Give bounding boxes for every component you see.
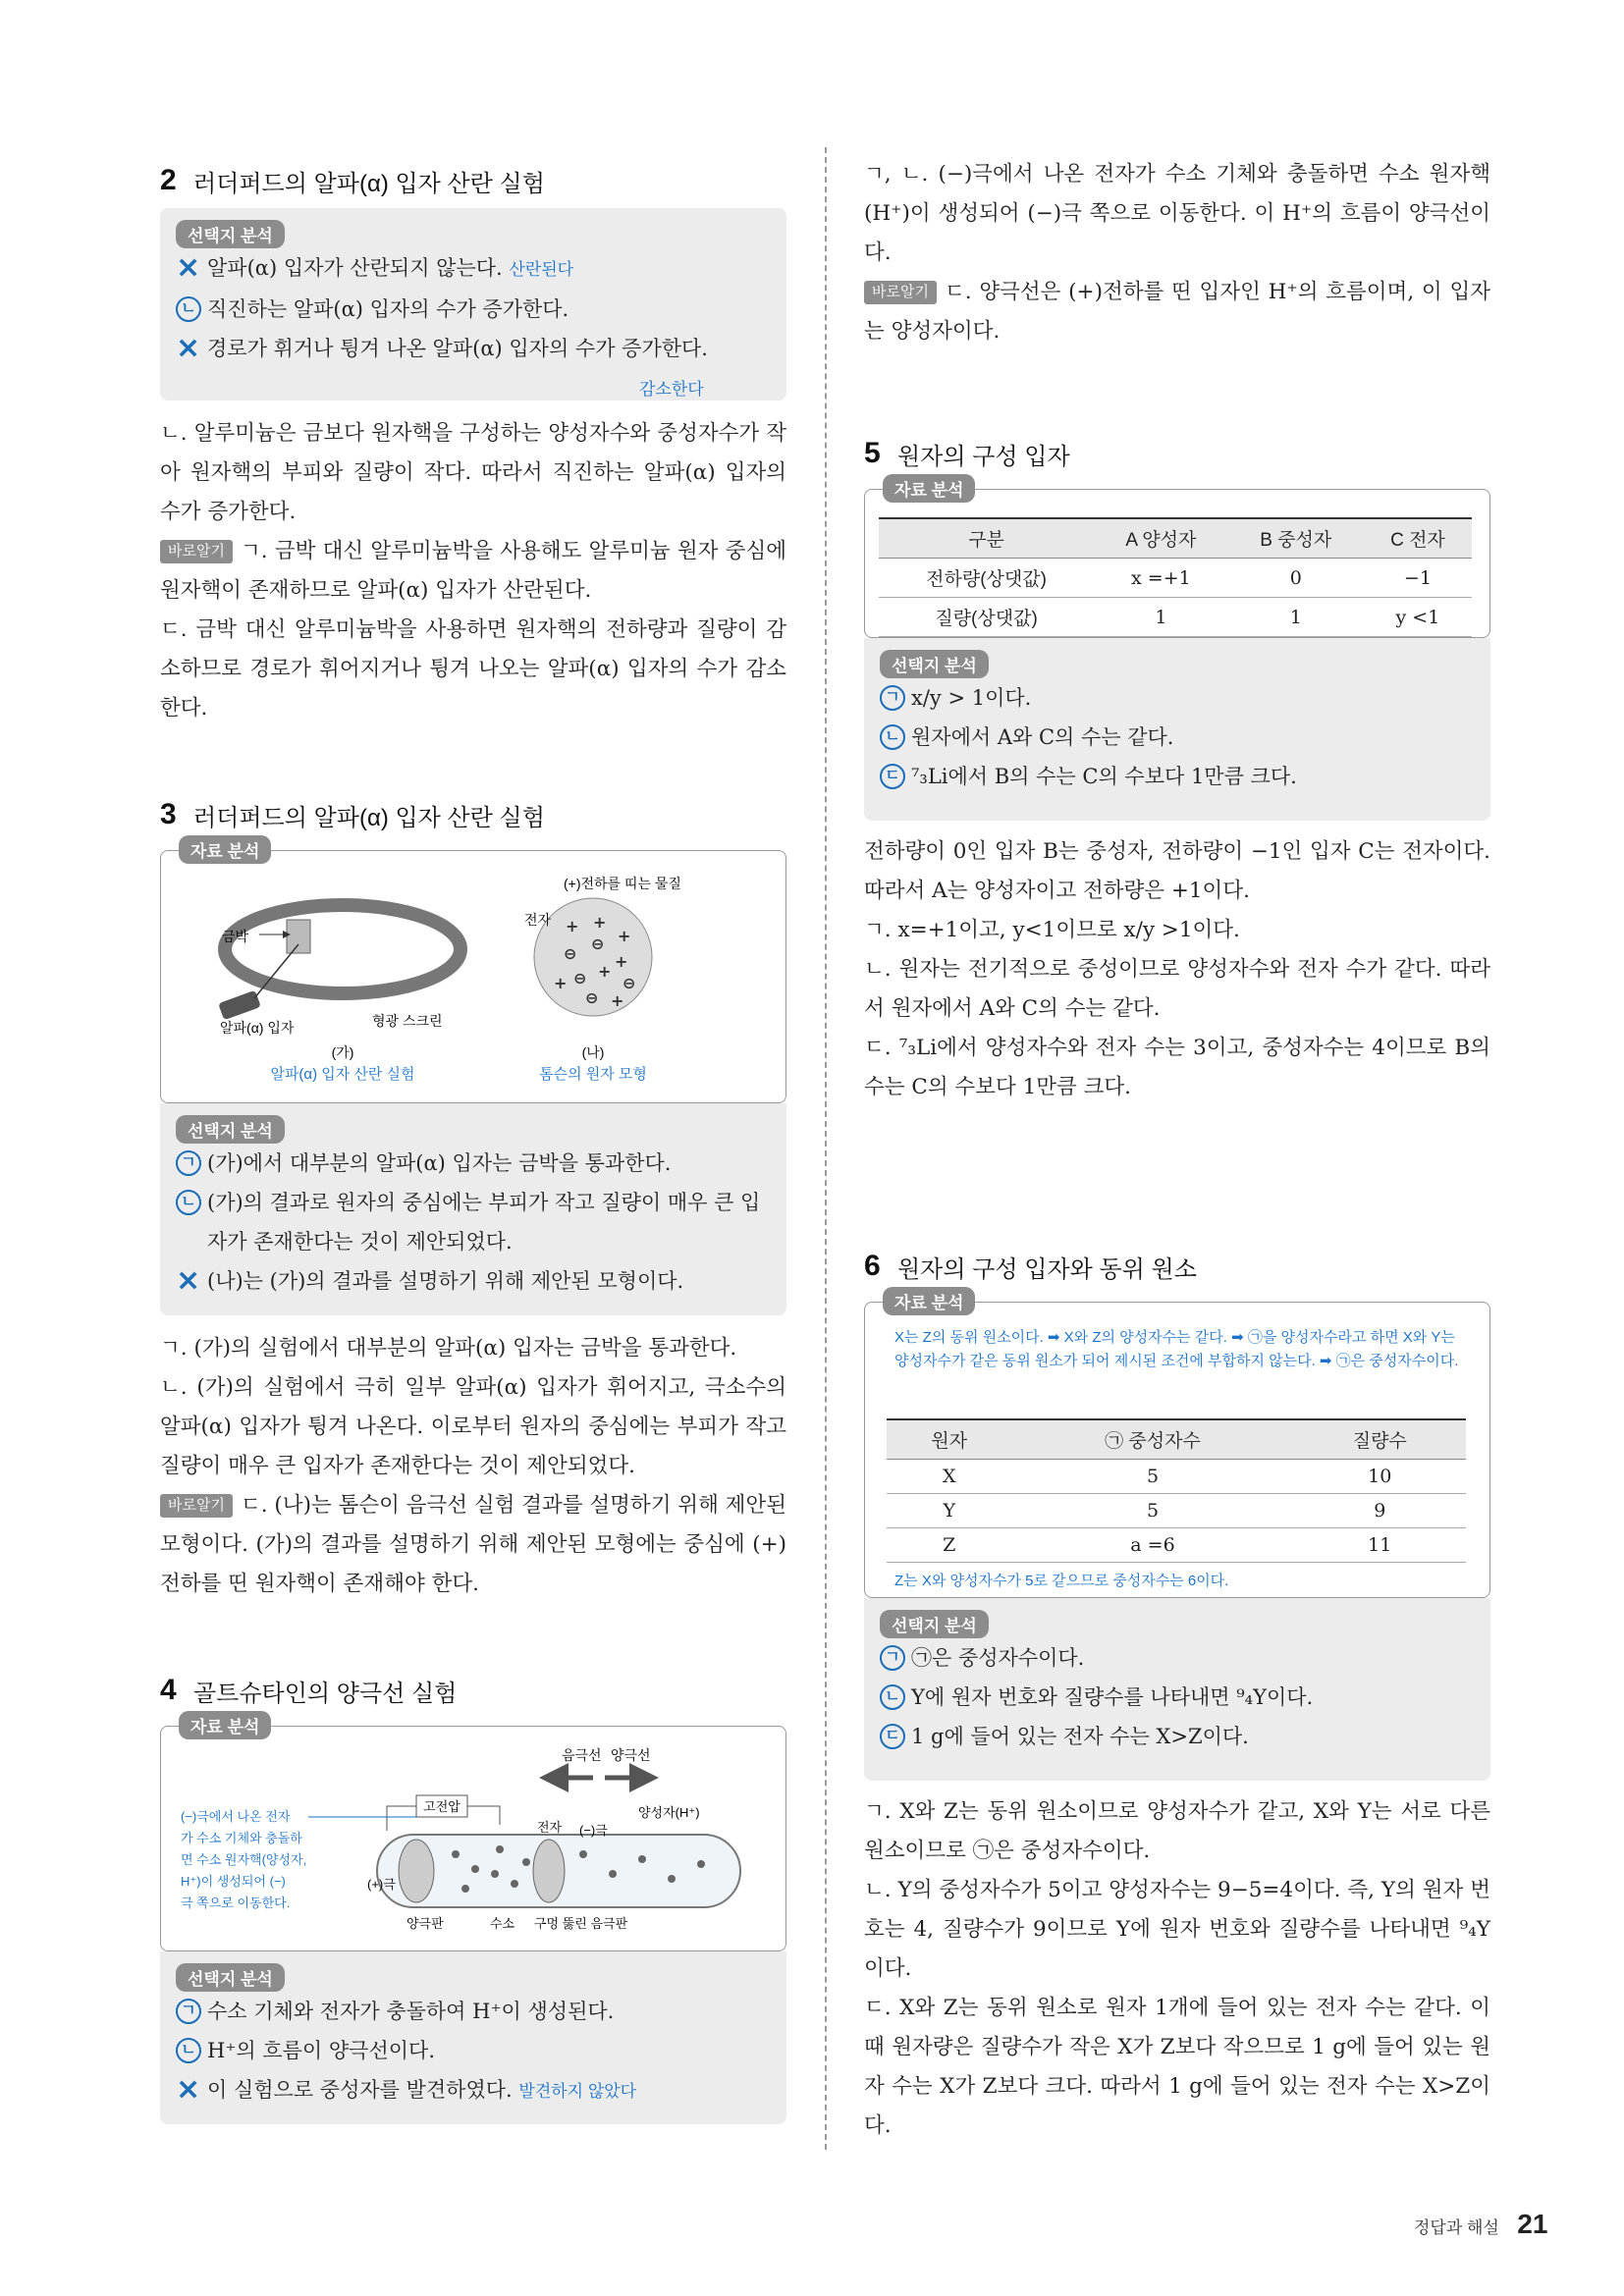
circle-mark-icon: ㄴ [176, 1190, 201, 1215]
section-number: 6 [864, 1250, 881, 1282]
choice-text: x/y > 1이다. [911, 686, 1032, 710]
section-heading: 원자의 구성 입자 [897, 443, 1070, 470]
section-4-title [160, 1671, 786, 1710]
svg-text:⊖: ⊖ [585, 988, 599, 1007]
electron-label: 전자 [537, 1820, 563, 1835]
table-row: 전하량(상댓값) x =+1 0 −1 [879, 559, 1472, 598]
explanation-paragraph: ㄷ. X와 Z는 동위 원소로 원자 1개에 들어 있는 전자 수는 같다. 이때 원자량은 질량수가 작은 X가 Z보다 작으므로 1 g에 들어 있는 원자 수는 X가 Z보다 크다. 따라서 1 g에 들어 있는 전자 수는 X>Z이다. [864, 1996, 1490, 2138]
choice-3 [176, 329, 771, 368]
section-4-continued [864, 155, 1490, 351]
svg-text:+: + [611, 991, 624, 1010]
data-analysis-tag: 자료 분석 [883, 1287, 975, 1315]
explanation-paragraph: ㄴ. Y의 중성자수가 5이고 양성자수는 9−5=4이다. 즉, Y의 원자 번호는 4, 질량수가 9이므로 Y에 원자 번호와 질량수를 나타내면 ⁹₄Y이다. [864, 1878, 1490, 1981]
data-analysis-tag: 자료 분석 [179, 1711, 271, 1739]
svg-text:+: + [618, 927, 631, 945]
section-6-title [864, 1247, 1490, 1286]
circle-mark-icon: ㄷ [880, 764, 905, 789]
hv-label: 고전압 [423, 1799, 460, 1814]
anode-plate-label: 양극판 [406, 1916, 444, 1931]
explanation-paragraph: 전하량이 0인 입자 B는 중성자, 전하량이 −1인 입자 C는 전자이다. 따라서 A는 양성자이고 전하량은 +1이다. [864, 839, 1490, 903]
section-2-title [160, 161, 786, 200]
table-header: 질량수 [1294, 1419, 1466, 1460]
explanation-paragraph: ㄷ. 양극선은 (+)전하를 띤 입자인 H⁺의 흐름이며, 이 입자는 양성자이다. [864, 280, 1490, 344]
choice-3 [176, 1261, 771, 1301]
choice-text: (가)의 결과로 원자의 중심에는 부피가 작고 질량이 매우 큰 입자가 존재한다는 것이 제안되었다. [207, 1191, 761, 1254]
explanation [864, 832, 1490, 1107]
correction-note: 산란된다 [509, 260, 574, 279]
section-heading: 원자의 구성 입자와 동위 원소 [897, 1255, 1197, 1283]
cathode-plate [533, 1840, 565, 1902]
svg-text:H⁺)이 생성되어 (−): H⁺)이 생성되어 (−) [181, 1874, 286, 1889]
section-2 [160, 161, 786, 728]
data-analysis-tag: 자료 분석 [179, 835, 271, 864]
choice-2 [176, 2031, 771, 2070]
svg-text:⊖: ⊖ [573, 969, 587, 988]
choice-1 [176, 1992, 771, 2031]
choice-analysis-box [160, 1951, 786, 2124]
explanation-paragraph: ㄴ. 알루미늄은 금보다 원자핵을 구성하는 양성자수와 중성자수가 작아 원자핵의 부피와 질량이 작다. 따라서 직진하는 알파(α) 입자의 수가 증가한다. [160, 421, 786, 524]
fig-a-label: (가) [331, 1044, 354, 1060]
choice-text: H⁺의 흐름이 양극선이다. [207, 2039, 435, 2062]
choice-analysis-box [864, 638, 1490, 821]
data-analysis-box [864, 481, 1490, 638]
choice-2 [880, 1678, 1475, 1717]
choice-3 [880, 757, 1475, 796]
choice-text: (가)에서 대부분의 알파(α) 입자는 금박을 통과한다. [207, 1151, 672, 1175]
choice-analysis-tag: 선택지 분석 [880, 1610, 989, 1638]
page-footer [1414, 2209, 1547, 2240]
section-4 [160, 1671, 786, 2124]
explanation-paragraph: ㄷ. ⁷₃Li에서 양성자수와 전자 수는 3이고, 중성자수는 4이므로 B의 수는 C의 수보다 1만큼 크다. [864, 1036, 1490, 1099]
section-5-title [864, 434, 1490, 473]
correction-badge: 바로알기 [160, 540, 233, 563]
section-3 [160, 795, 786, 1604]
svg-text:⊖: ⊖ [591, 934, 605, 953]
circle-mark-icon: ㄷ [880, 1724, 905, 1749]
explanation-paragraph: ㄴ. (가)의 실험에서 극히 일부 알파(α) 입자가 휘어지고, 극소수의 알파(α) 입자가 튕겨 나온다. 이로부터 원자의 중심에는 부피가 작고 질량이 매우 큰 입자가 존재한다는 것이 제안되었다. [160, 1375, 786, 1478]
explanation [160, 414, 786, 728]
table-header: ㉠ 중성자수 [1011, 1419, 1293, 1460]
correction-note: 발견하지 않았다 [518, 2082, 637, 2101]
circle-mark-icon: ㄴ [880, 1684, 905, 1710]
circle-mark-icon: ㄴ [176, 296, 201, 322]
fig-b-label: (나) [581, 1044, 605, 1060]
svg-text:가 수소 기체와 충돌하: 가 수소 기체와 충돌하 [181, 1831, 302, 1845]
section-6 [864, 1247, 1490, 2146]
explanation-paragraph: ㄱ, ㄴ. (−)극에서 나온 전자가 수소 기체와 충돌하면 수소 원자핵(H⁺)이 생성되어 (−)극 쪽으로 이동한다. 이 H⁺의 흐름이 양극선이다. [864, 162, 1490, 265]
choice-1 [880, 1638, 1475, 1678]
choice-text: 경로가 휘거나 튕겨 나온 알파(α) 입자의 수가 증가한다. [207, 337, 708, 360]
svg-text:+: + [598, 962, 612, 981]
svg-text:+: + [554, 974, 568, 992]
choice-analysis-box [160, 1103, 786, 1315]
circle-mark-icon: ㄱ [880, 685, 905, 711]
choice-2 [176, 290, 771, 329]
svg-text:⊖: ⊖ [564, 944, 577, 963]
explanation-paragraph: ㄱ. X와 Z는 동위 원소이므로 양성자수가 같고, X와 Y는 서로 다른 원소이므로 ㉠은 중성자수이다. [864, 1799, 1490, 1863]
hydrogen-label: 수소 [490, 1916, 515, 1931]
data-analysis-box [160, 842, 786, 1103]
choice-3 [176, 2070, 771, 2111]
section-heading: 골트슈타인의 양극선 실험 [193, 1680, 458, 1707]
explanation-paragraph: ㄷ. (나)는 톰슨이 음극선 실험 결과를 설명하기 위해 제안된 모형이다. (가)의 결과를 설명하기 위해 제안된 모형에는 중심에 (+)전하를 띤 원자핵이 존재해야 한다. [160, 1493, 786, 1596]
svg-text:+: + [615, 952, 628, 971]
choice-analysis-box [160, 208, 786, 400]
section-heading: 러더퍼드의 알파(α) 입자 산란 실험 [193, 804, 545, 831]
correction-note: 감소한다 [639, 380, 704, 399]
choice-analysis-tag: 선택지 분석 [880, 650, 989, 678]
explanation [160, 1329, 786, 1604]
footer-label: 정답과 해설 [1414, 2218, 1499, 2237]
svg-text:극 쪽으로 이동한다.: 극 쪽으로 이동한다. [181, 1896, 291, 1910]
note-bottom: Z는 X와 양성자수가 5로 같으므로 중성자수는 6이다. [894, 1573, 1229, 1589]
circle-mark-icon: ㄱ [880, 1645, 905, 1671]
section-number: 5 [864, 437, 881, 469]
x-mark-icon: × [176, 2072, 201, 2107]
foil-label: 금박 [222, 929, 249, 944]
svg-text:⊖: ⊖ [623, 974, 636, 992]
blue-note [181, 1809, 306, 1910]
section-number: 4 [160, 1674, 177, 1706]
data-analysis-box [160, 1718, 786, 1951]
alpha-label: 알파(α) 입자 [220, 1020, 295, 1036]
circle-mark-icon: ㄴ [880, 724, 905, 750]
choice-text: 직진하는 알파(α) 입자의 수가 증가한다. [207, 297, 569, 321]
choice-2 [176, 1183, 771, 1261]
choice-1 [176, 1144, 771, 1183]
explanation-paragraph: ㄱ. x=+1이고, y<1이므로 x/y >1이다. [864, 918, 1240, 942]
section-5 [864, 434, 1490, 1107]
fig-a-caption: 알파(α) 입자 산란 실험 [270, 1066, 415, 1083]
x-mark-icon: × [176, 331, 201, 365]
isotope-table [887, 1418, 1466, 1563]
choice-text: Y에 원자 번호와 질량수를 나타내면 ⁹₄Y이다. [911, 1685, 1314, 1709]
choice-text: 1 g에 들어 있는 전자 수는 X>Z이다. [911, 1725, 1249, 1748]
correction-badge: 바로알기 [160, 1494, 233, 1518]
table-header: B 중성자 [1228, 518, 1364, 559]
alpha-source [218, 990, 261, 1021]
choice-text: (나)는 (가)의 결과를 설명하기 위해 제안된 모형이다. [207, 1269, 684, 1293]
minus-pole-label: (−)극 [579, 1823, 608, 1838]
fluorescent-screen-ring [225, 905, 460, 993]
anode-ray-label: 양극선 [611, 1747, 651, 1763]
page-number: 21 [1517, 2209, 1548, 2239]
choice-analysis-tag: 선택지 분석 [176, 220, 285, 248]
choice-text: 원자에서 A와 C의 수는 같다. [911, 725, 1174, 749]
choice-text: 알파(α) 입자가 산란되지 않는다. [207, 256, 503, 280]
particle-table [879, 517, 1472, 637]
choice-2 [880, 718, 1475, 757]
table-header: 구분 [879, 518, 1094, 559]
anode-plate [399, 1840, 434, 1902]
svg-text:+: + [566, 917, 579, 935]
electron-label: 전자 [524, 912, 552, 928]
plus-pole-label: (+)극 [367, 1877, 396, 1892]
section-3-title [160, 795, 786, 834]
screen-label: 형광 스크린 [372, 1013, 443, 1029]
choice-3 [880, 1717, 1475, 1756]
table-row: X 5 10 [887, 1460, 1466, 1494]
svg-text:+: + [593, 913, 607, 932]
explanation [864, 155, 1490, 351]
column-divider [825, 147, 827, 2150]
explanation-paragraph: ㄱ. (가)의 실험에서 대부분의 알파(α) 입자는 금박을 통과한다. [160, 1336, 737, 1361]
rutherford-figure [161, 851, 785, 1102]
section-heading: 러더퍼드의 알파(α) 입자 산란 실험 [193, 170, 545, 197]
proton-label: 양성자(H⁺) [638, 1805, 700, 1820]
data-analysis-tag: 자료 분석 [883, 474, 975, 503]
choice-text: 이 실험으로 중성자를 발견하였다. [207, 2078, 513, 2102]
svg-text:면 수소 원자핵(양성자,: 면 수소 원자핵(양성자, [181, 1852, 307, 1867]
x-mark-icon: × [176, 1263, 201, 1298]
explanation [864, 1792, 1490, 2146]
canal-ray-figure [161, 1727, 785, 1950]
gold-foil [287, 920, 310, 953]
choice-analysis-tag: 선택지 분석 [176, 1115, 285, 1144]
circle-mark-icon: ㄱ [176, 1150, 201, 1176]
pos-matter-label: (+)전하를 띠는 물질 [564, 876, 681, 891]
circle-mark-icon: ㄴ [176, 2038, 201, 2063]
table-header: 원자 [887, 1419, 1011, 1460]
x-mark-icon: × [176, 250, 201, 285]
choice-text: ㉠은 중성자수이다. [911, 1646, 1085, 1670]
fig-b-caption: 톰슨의 원자 모형 [539, 1066, 647, 1083]
cathode-plate-label: 구멍 뚫린 음극판 [534, 1916, 628, 1931]
table-row: Z a =6 11 [887, 1528, 1466, 1563]
explanation-paragraph: ㄱ. 금박 대신 알루미늄박을 사용해도 알루미늄 원자 중심에 원자핵이 존재하므로 알파(α) 입자가 산란된다. [160, 539, 786, 603]
choice-analysis-tag: 선택지 분석 [176, 1963, 285, 1992]
explanation-paragraph: ㄷ. 금박 대신 알루미늄박을 사용하면 원자핵의 전하량과 질량이 감소하므로 경로가 휘어지거나 튕겨 나오는 알파(α) 입자의 수가 감소한다. [160, 617, 786, 721]
correction-badge: 바로알기 [864, 281, 937, 304]
data-analysis-box [864, 1294, 1490, 1598]
note-top: X는 Z의 동위 원소이다. ➡ X와 Z의 양성자수는 같다. ➡ ㉠을 양성자수라고 하면 X와 Y는 양성자수가 같은 동위 원소가 되어 제시된 조건에 부합하지 않는다. ➡ ㉠은 중성자수이다. [894, 1329, 1459, 1369]
choice-1 [176, 248, 771, 290]
table-row: 질량(상댓값) 1 1 y <1 [879, 598, 1472, 637]
cathode-ray-label: 음극선 [562, 1747, 602, 1763]
circle-mark-icon: ㄱ [176, 1999, 201, 2024]
choice-text: 수소 기체와 전자가 충돌하여 H⁺이 생성된다. [207, 2000, 615, 2023]
table-header: C 전자 [1364, 518, 1472, 559]
section-number: 3 [160, 798, 177, 830]
svg-text:(−)극에서 나온 전자: (−)극에서 나온 전자 [181, 1809, 291, 1824]
section-number: 2 [160, 164, 177, 196]
choice-1 [880, 678, 1475, 718]
table-header: A 양성자 [1094, 518, 1228, 559]
table-row: Y 5 9 [887, 1494, 1466, 1528]
choice-analysis-box [864, 1598, 1490, 1781]
explanation-paragraph: ㄴ. 원자는 전기적으로 중성이므로 양성자수와 전자 수가 같다. 따라서 원자에서 A와 C의 수는 같다. [864, 957, 1490, 1021]
choice-text: ⁷₃Li에서 B의 수는 C의 수보다 1만큼 크다. [911, 765, 1297, 788]
